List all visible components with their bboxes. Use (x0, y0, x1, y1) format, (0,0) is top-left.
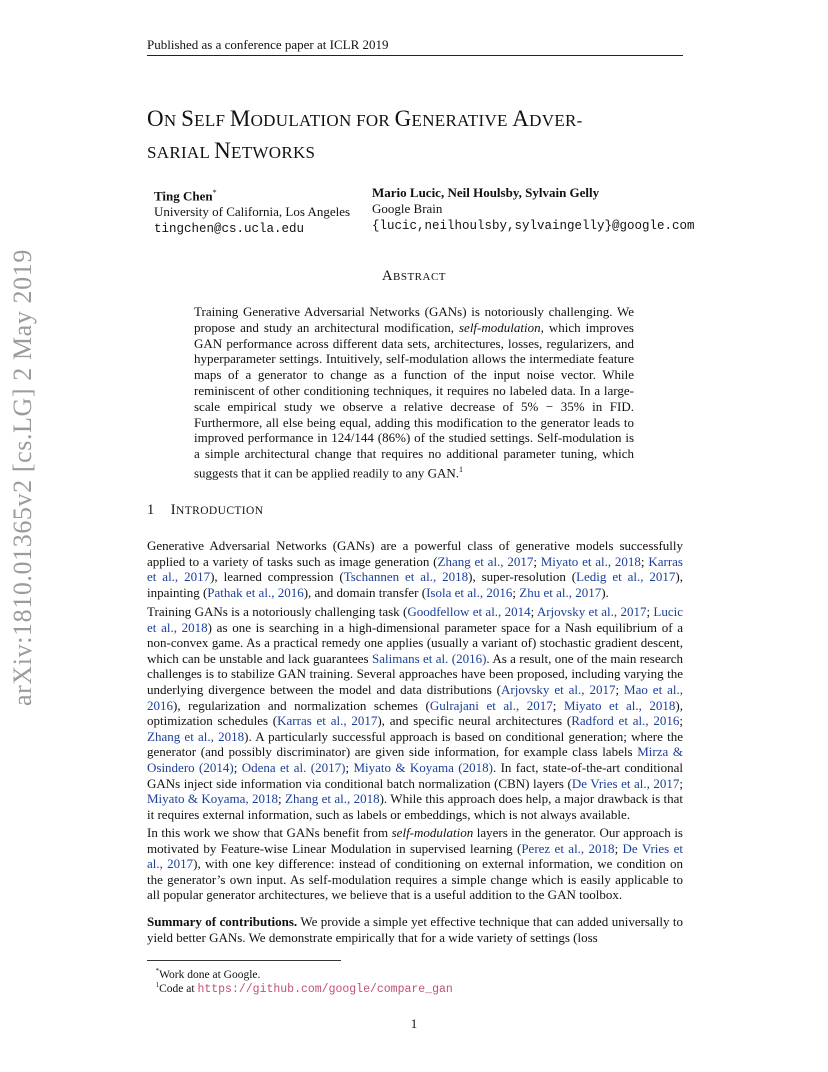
citation-link[interactable]: Zhang et al., 2017 (437, 553, 534, 569)
citation-link[interactable]: Zhu et al., 2017 (519, 584, 602, 600)
paragraph-lead: Summary of contributions. (147, 914, 298, 929)
citation-link[interactable]: Salimans et al. (2016) (371, 650, 487, 666)
citation-link[interactable]: Pathak et al., 2016 (207, 584, 304, 600)
abstract-heading: ABSTRACT (382, 268, 446, 284)
citation-link[interactable]: De Vries et al., 2017 (147, 840, 683, 872)
citation-link[interactable]: Miyato & Koyama, 2018 (147, 791, 279, 807)
citation-link[interactable]: Isola et al., 2016 (426, 584, 513, 600)
abstract-body: Training Generative Adversarial Networks (GANs) is notoriously challenging. We propose and study an architectural modification, self-modulation, which improves GAN performance across different data sets, architectures, losses, regularizers, and hyperparameter settings. Intuitively, self-modulation allows the intermediate feature maps of a generator to change as a function of the input noise vector. While reminiscent of other conditioning techniques, it requires no labeled data. In a large-scale empirical study we observe a relative decrease of 5% − 35% in FID. Furthermore, all else being equal, adding this modification to the generator leads to improved performance in 124/144 (86%) of the studied settings. Self-modulation is a simple architectural change that requires no additional parameter tuning, which suggests that it can be applied readily to any GAN.$^1$ (194, 304, 634, 481)
author-names: Mario Lucic, Neil Houlsby, Sylvain Gelly (372, 185, 600, 200)
citation-link[interactable]: Goodfellow et al., 2014 (407, 604, 531, 619)
citation-link[interactable]: Miyato et al., 2018 (540, 553, 641, 569)
citation-link[interactable]: Tschannen et al., 2018 (343, 569, 469, 585)
intro-paragraph-4: Summary of contributions. We provide a simple yet effective technique that can added universally to yield better GANs. We demonstrate empirically that for a wide variety of settings (loss (147, 914, 683, 945)
section-heading: 1 INTRODUCTION (147, 502, 264, 518)
citation-link[interactable]: Mao et al., 2016 (147, 681, 683, 713)
citation-link[interactable]: Ledig et al., 2017 (576, 569, 676, 585)
author-block-left: Ting Chen* University of California, Los Angeles tingchen@cs.ucla.edu (154, 188, 351, 237)
paper-title: ON SELF MODULATION FOR GENERATIVE ADVER- SARIAL NETWORKS (147, 106, 583, 163)
footnote-2: $^1$Code at https://github.com/google/compare_gan (155, 981, 453, 996)
citation-link[interactable]: Mirza & Osindero (2014) (147, 744, 683, 775)
citation-link[interactable]: Perez et al., 2018 (521, 840, 615, 856)
citation-link[interactable]: Miyato et al., 2018 (563, 697, 676, 713)
footnote-rule (147, 960, 341, 961)
code-url-link[interactable]: https://github.com/google/compare_gan (197, 982, 453, 996)
citation-link[interactable]: Lucic et al., 2018 (147, 604, 683, 635)
citation-link[interactable]: De Vries et al., 2017 (571, 775, 680, 791)
arxiv-identifier: arXiv:1810.01365v2 [cs.LG] 2 May 2019 (8, 249, 37, 706)
citation-link[interactable]: Radford et al., 2016 (571, 713, 680, 729)
citation-link[interactable]: Miyato & Koyama (2018) (353, 759, 493, 775)
citation-link[interactable]: Gulrajani et al., 2017 (429, 697, 553, 713)
footnote-1: *Work done at Google. (155, 967, 261, 981)
footnote-ref[interactable]: 1 (459, 464, 463, 474)
intro-paragraph-2: Training GANs is a notoriously challenging task (Goodfellow et al., 2014; Arjovsky et al., 2017; Lucic et al., 2018) as one is searching in a high-dimensional parameter space for a Nash equilibrium of a non-convex game. As a practical remedy one applies (usually a variant of) stochastic gradient descent, which can be unstable and lack guarantees Salimans et al. (2016). As a result, one of the main research challenges is to stabilize GAN training. Several approaches have been proposed, including varying the underlying divergence between the model and data distributions (Arjovsky et al., 2017; Mao et al., 2016), regularization and normalization schemes (Gulrajani et al., 2017; Miyato et al., 2018), optimization schedules (Karras et al., 2017), and specific neural architectures (Radford et al., 2016; Zhang et al., 2018). A particularly successful approach is based on conditional generation; where the generator (and possibly discriminator) are given side information, for example class labels Mirza & Osindero (2014); Odena et al. (2017); Miyato & Koyama (2018). In fact, state-of-the-art conditional GANs inject side information via conditional batch normalization (CBN) layers (De Vries et al., 2017; Miyato & Koyama, 2018; Zhang et al., 2018). While this approach does help, a major drawback is that it requires external information, such as labels or embeddings, which is not always available. (147, 604, 684, 822)
author-email[interactable]: tingchen@cs.ucla.edu (154, 222, 305, 237)
running-header: Published as a conference paper at ICLR 2019 (147, 37, 389, 52)
author-block-right (372, 185, 695, 234)
intro-paragraph-3: In this work we show that GANs benefit from self-modulation layers in the generator. Our approach is motivated by Feature-wise Linear Modulation in supervised learning (Perez et al., 2018; De Vries et al., 2017), with one key difference: instead of conditioning on external information, we condition on the generator’s own input. As self-modulation requires a simple change which is easily applicable to all popular generator architectures, we believe that is a useful addition to the GAN toolbox. (147, 825, 683, 903)
citation-link[interactable]: Arjovsky et al., 2017 (536, 604, 647, 619)
author-affiliation: Google Brain (372, 201, 443, 216)
author-name: Ting Chen (154, 188, 213, 204)
citation-link[interactable]: Odena et al. (2017) (241, 759, 346, 775)
author-affiliation: University of California, Los Angeles (154, 204, 351, 220)
citation-link[interactable]: Arjovsky et al., 2017 (501, 681, 616, 697)
citation-link[interactable]: Zhang et al., 2018 (285, 791, 380, 807)
citation-link[interactable]: Karras et al., 2017 (277, 713, 378, 729)
header-rule (147, 55, 683, 56)
page-number: 1 (410, 1016, 418, 1031)
citation-link[interactable]: Karras et al., 2017 (147, 553, 683, 585)
author-email[interactable]: {lucic,neilhoulsby,sylvaingelly}@google.com (372, 219, 695, 233)
citation-link[interactable]: Zhang et al., 2018 (147, 728, 245, 744)
intro-paragraph-1: Generative Adversarial Networks (GANs) are a powerful class of generative models successfully applied to a variety of tasks such as image generation (Zhang et al., 2017; Miyato et al., 2018; Karras et al., 2017), learned compression (Tschannen et al., 2018), super-resolution (Ledig et al., 2017), inpainting (Pathak et al., 2016), and domain transfer (Isola et al., 2016; Zhu et al., 2017). (147, 538, 683, 600)
